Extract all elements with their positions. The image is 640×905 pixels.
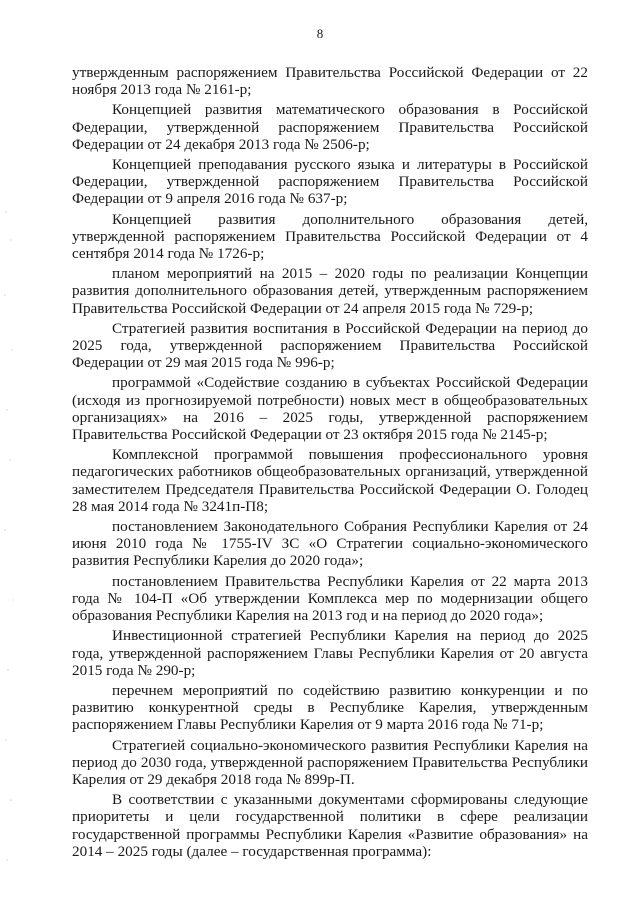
paragraph-7: программой «Содействие созданию в субъектах Российской Федерации (исходя из прогнозируемой потребности) новых мест в общеобразовательных организациях» на 2016 – 2025 годы, утвержденной распоряжением Правительства Российской Федерации от 23 октября 2015 года № 2145-р; bbox=[72, 374, 588, 444]
paragraph-12: перечнем мероприятий по содействию развитию конкуренции и по развитию конкурентной среды в Республике Карелия, утвержденным распоряжением Главы Республики Карелия от 9 марта 2016 года № 71-р; bbox=[72, 681, 588, 734]
document-body bbox=[72, 64, 588, 863]
paragraph-6: Стратегией развития воспитания в Российской Федерации на период до 2025 года, утвержденной распоряжением Правительства Российской Федерации от 29 мая 2015 года № 996-р; bbox=[72, 319, 588, 372]
paragraph-11: Инвестиционной стратегией Республики Карелия на период до 2025 года, утвержденной распоряжением Главы Республики Карелия от 20 августа 2015 года № 290-р; bbox=[72, 627, 588, 679]
paragraph-4: Концепцией развития дополнительного образования детей, утвержденной распоряжением Правительства Российской Федерации от 4 сентября 2014 года № 1726-р; bbox=[72, 210, 588, 263]
paragraph-2: Концепцией развития математического образования в Российской Федерации, утвержденной распоряжением Правительства Российской Федерации от 24 декабря 2013 года № 2506-р; bbox=[72, 101, 588, 153]
scan-margin-artifact bbox=[2, 200, 16, 890]
page-number: 8 bbox=[316, 26, 324, 41]
paragraph-8: Комплексной программой повышения профессионального уровня педагогических работников общеобразовательных организаций, утвержденной заместителем Председателя Правительства Российской Федерации О. Голодец 28 мая 2014 года № 3241п-П8; bbox=[72, 446, 588, 515]
paragraph-13: Стратегией социально-экономического развития Республики Карелия на период до 2030 года, утвержденной распоряжением Правительства Республики Карелия от 29 декабря 2018 года № 899р-П. bbox=[72, 736, 588, 788]
paragraph-10: постановлением Правительства Республики Карелия от 22 марта 2013 года № 104-П «Об утверждении Комплекса мер по модернизации общего образования Республики Карелия на 2013 год и на период до 2020 года»; bbox=[72, 572, 588, 625]
paragraph-3: Концепцией преподавания русского языка и литературы в Российской Федерации, утвержденной распоряжением Правительства Российской Федерации от 9 апреля 2016 года № 637-р; bbox=[72, 156, 588, 208]
paragraph-9: постановлением Законодательного Собрания Республики Карелия от 24 июня 2010 года № 1755-IV ЗС «О Стратегии социально-экономического развития Республики Карелия до 2020 года»; bbox=[72, 518, 588, 570]
paragraph-1: утвержденным распоряжением Правительства Российской Федерации от 22 ноября 2013 года № 2161-р; bbox=[72, 64, 588, 99]
paragraph-14: В соответствии с указанными документами сформированы следующие приоритеты и цели государственной политики в сфере реализации государственной программы Республики Карелия «Развитие образования» на 2014 – 2025 годы (далее – государственная программа): bbox=[72, 791, 588, 860]
paragraph-5: планом мероприятий на 2015 – 2020 годы по реализации Концепции развития дополнительного образования детей, утвержденным распоряжением Правительства Российской Федерации от 24 апреля 2015 года № 729-р; bbox=[72, 265, 588, 317]
